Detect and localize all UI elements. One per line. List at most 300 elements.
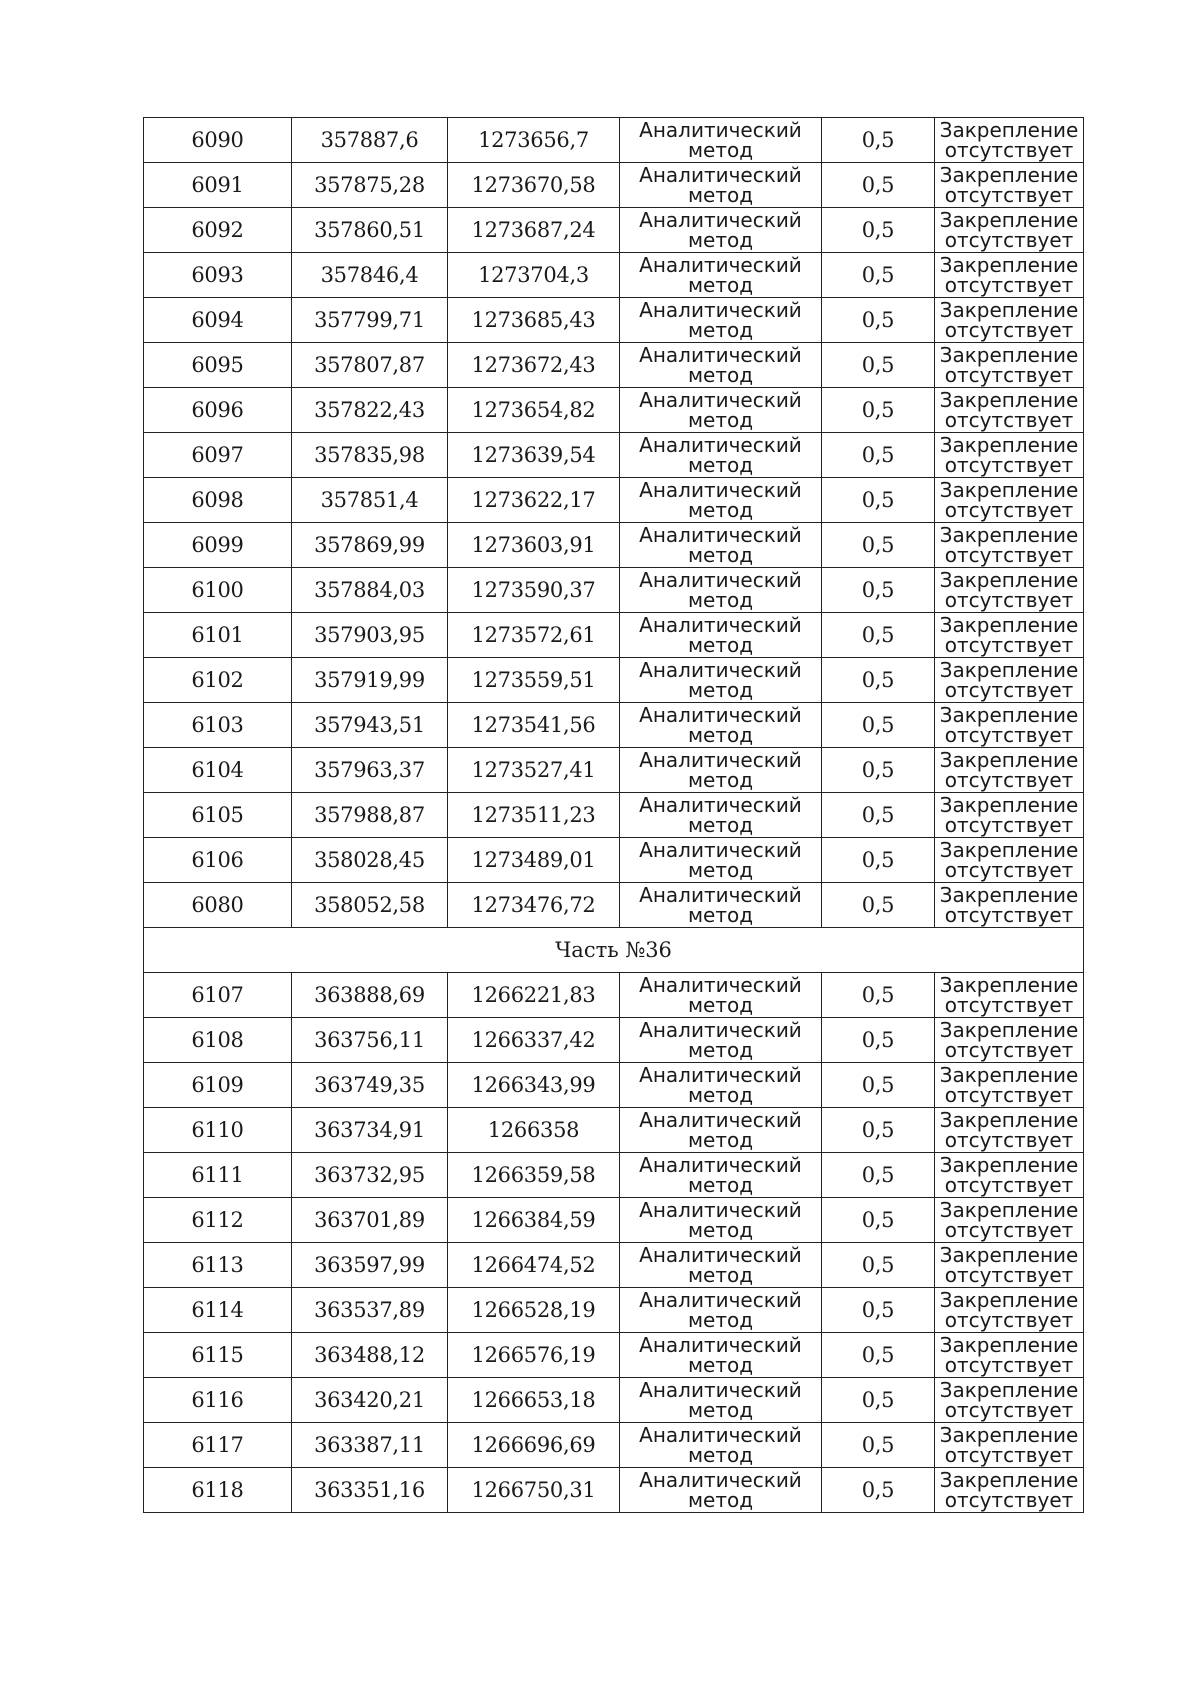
method-cell [620,1288,822,1333]
point-number-cell: 6080 [144,883,292,928]
y-coordinate-cell: 1273572,61 [448,613,620,658]
method-line: метод [687,723,754,747]
table-row [144,523,1084,568]
method-line: Аналитический [639,1153,802,1177]
method-line: метод [687,588,754,612]
x-coordinate-cell: 363701,89 [292,1198,448,1243]
y-coordinate-cell: 1273656,7 [448,118,620,163]
fixation-line: отсутствует [944,1398,1074,1422]
method-line: метод [687,408,754,432]
y-coordinate-cell: 1266221,83 [448,973,620,1018]
x-coordinate-cell: 357835,98 [292,433,448,478]
y-coordinate-cell: 1266474,52 [448,1243,620,1288]
method-cell [620,523,822,568]
method-cell [620,1378,822,1423]
fixation-cell [935,1063,1084,1108]
accuracy-cell: 0,5 [822,433,935,478]
accuracy-cell: 0,5 [822,523,935,568]
fixation-line: Закрепление [939,208,1079,232]
x-coordinate-cell: 363734,91 [292,1108,448,1153]
accuracy-cell: 0,5 [822,703,935,748]
fixation-line: отсутствует [944,588,1074,612]
fixation-line: Закрепление [939,433,1079,457]
fixation-cell [935,973,1084,1018]
y-coordinate-cell: 1273654,82 [448,388,620,433]
accuracy-cell: 0,5 [822,838,935,883]
y-coordinate-cell: 1266696,69 [448,1423,620,1468]
fixation-line: отсутствует [944,633,1074,657]
method-line: метод [687,858,754,882]
table-row [144,838,1084,883]
accuracy-cell: 0,5 [822,1423,935,1468]
method-line: метод [687,1263,754,1287]
method-line: метод [687,1083,754,1107]
fixation-line: Закрепление [939,973,1079,997]
fixation-cell [935,1333,1084,1378]
y-coordinate-cell: 1266359,58 [448,1153,620,1198]
fixation-cell [935,433,1084,478]
method-line: Аналитический [639,523,802,547]
accuracy-cell: 0,5 [822,478,935,523]
x-coordinate-cell: 357799,71 [292,298,448,343]
point-number-cell: 6106 [144,838,292,883]
method-line: Аналитический [639,163,802,187]
accuracy-cell: 0,5 [822,1288,935,1333]
method-cell [620,1198,822,1243]
fixation-line: Закрепление [939,1198,1079,1222]
fixation-line: Закрепление [939,478,1079,502]
method-cell [620,163,822,208]
x-coordinate-cell: 357963,37 [292,748,448,793]
y-coordinate-cell: 1273527,41 [448,748,620,793]
table-row [144,613,1084,658]
accuracy-cell: 0,5 [822,388,935,433]
method-cell [620,1063,822,1108]
y-coordinate-cell: 1273541,56 [448,703,620,748]
fixation-line: отсутствует [944,1128,1074,1152]
table-row [144,343,1084,388]
method-line: Аналитический [639,1468,802,1492]
point-number-cell: 6098 [144,478,292,523]
fixation-line: Закрепление [939,793,1079,817]
fixation-line: Закрепление [939,1468,1079,1492]
method-cell [620,793,822,838]
method-line: метод [687,498,754,522]
method-cell [620,883,822,928]
fixation-line: отсутствует [944,228,1074,252]
x-coordinate-cell: 357988,87 [292,793,448,838]
fixation-line: Закрепление [939,298,1079,322]
fixation-line: Закрепление [939,1108,1079,1132]
y-coordinate-cell: 1266343,99 [448,1063,620,1108]
fixation-line: Закрепление [939,253,1079,277]
y-coordinate-cell: 1273511,23 [448,793,620,838]
fixation-line: отсутствует [944,723,1074,747]
y-coordinate-cell: 1273559,51 [448,658,620,703]
fixation-line: отсутствует [944,678,1074,702]
method-cell [620,703,822,748]
method-line: Аналитический [639,1063,802,1087]
accuracy-cell: 0,5 [822,613,935,658]
accuracy-cell: 0,5 [822,163,935,208]
fixation-cell [935,388,1084,433]
method-line: метод [687,363,754,387]
method-cell [620,118,822,163]
accuracy-cell: 0,5 [822,568,935,613]
table-row [144,298,1084,343]
fixation-cell [935,1288,1084,1333]
method-line: Аналитический [639,118,802,142]
table-row [144,1243,1084,1288]
fixation-cell [935,343,1084,388]
section-title: Часть №36 [144,928,1084,973]
x-coordinate-cell: 363749,35 [292,1063,448,1108]
y-coordinate-cell: 1273670,58 [448,163,620,208]
fixation-cell [935,1468,1084,1513]
fixation-line: отсутствует [944,273,1074,297]
fixation-line: Закрепление [939,343,1079,367]
point-number-cell: 6111 [144,1153,292,1198]
accuracy-cell: 0,5 [822,793,935,838]
point-number-cell: 6115 [144,1333,292,1378]
x-coordinate-cell: 358052,58 [292,883,448,928]
fixation-cell [935,568,1084,613]
table-row [144,1468,1084,1513]
coordinates-table [143,117,1084,1513]
point-number-cell: 6091 [144,163,292,208]
method-line: метод [687,543,754,567]
table-row [144,973,1084,1018]
point-number-cell: 6096 [144,388,292,433]
x-coordinate-cell: 357822,43 [292,388,448,433]
method-line: Аналитический [639,1423,802,1447]
fixation-line: Закрепление [939,1153,1079,1177]
point-number-cell: 6110 [144,1108,292,1153]
method-line: Аналитический [639,883,802,907]
fixation-line: Закрепление [939,1333,1079,1357]
method-line: Аналитический [639,388,802,412]
method-line: Аналитический [639,433,802,457]
method-line: метод [687,183,754,207]
method-line: метод [687,1398,754,1422]
x-coordinate-cell: 363597,99 [292,1243,448,1288]
x-coordinate-cell: 357919,99 [292,658,448,703]
table-row [144,163,1084,208]
method-line: Аналитический [639,973,802,997]
method-cell [620,568,822,613]
y-coordinate-cell: 1273622,17 [448,478,620,523]
fixation-cell [935,118,1084,163]
x-coordinate-cell: 357887,6 [292,118,448,163]
point-number-cell: 6105 [144,793,292,838]
fixation-line: Закрепление [939,1018,1079,1042]
accuracy-cell: 0,5 [822,1063,935,1108]
table-row [144,1423,1084,1468]
point-number-cell: 6095 [144,343,292,388]
point-number-cell: 6112 [144,1198,292,1243]
fixation-line: Закрепление [939,568,1079,592]
method-line: Аналитический [639,1243,802,1267]
point-number-cell: 6113 [144,1243,292,1288]
method-line: Аналитический [639,208,802,232]
fixation-line: отсутствует [944,318,1074,342]
point-number-cell: 6116 [144,1378,292,1423]
point-number-cell: 6093 [144,253,292,298]
y-coordinate-cell: 1266384,59 [448,1198,620,1243]
y-coordinate-cell: 1273489,01 [448,838,620,883]
fixation-line: отсутствует [944,138,1074,162]
fixation-line: Закрепление [939,163,1079,187]
x-coordinate-cell: 357846,4 [292,253,448,298]
table-row [144,1153,1084,1198]
x-coordinate-cell: 363756,11 [292,1018,448,1063]
method-line: Аналитический [639,1018,802,1042]
accuracy-cell: 0,5 [822,343,935,388]
method-cell [620,253,822,298]
method-cell [620,1243,822,1288]
accuracy-cell: 0,5 [822,1468,935,1513]
method-cell [620,388,822,433]
method-line: Аналитический [639,298,802,322]
fixation-line: отсутствует [944,813,1074,837]
fixation-line: Закрепление [939,1243,1079,1267]
x-coordinate-cell: 363888,69 [292,973,448,1018]
table-row [144,793,1084,838]
fixation-line: отсутствует [944,1308,1074,1332]
table-row [144,1198,1084,1243]
y-coordinate-cell: 1273590,37 [448,568,620,613]
fixation-line: Закрепление [939,118,1079,142]
method-cell [620,343,822,388]
fixation-line: Закрепление [939,703,1079,727]
point-number-cell: 6097 [144,433,292,478]
method-line: метод [687,318,754,342]
y-coordinate-cell: 1273704,3 [448,253,620,298]
table-row [144,1333,1084,1378]
method-cell [620,1153,822,1198]
accuracy-cell: 0,5 [822,1378,935,1423]
fixation-cell [935,1423,1084,1468]
method-line: Аналитический [639,1378,802,1402]
x-coordinate-cell: 357943,51 [292,703,448,748]
fixation-cell [935,298,1084,343]
method-cell [620,1018,822,1063]
method-line: метод [687,903,754,927]
accuracy-cell: 0,5 [822,973,935,1018]
point-number-cell: 6118 [144,1468,292,1513]
y-coordinate-cell: 1266576,19 [448,1333,620,1378]
table-row [144,1378,1084,1423]
fixation-line: отсутствует [944,363,1074,387]
point-number-cell: 6107 [144,973,292,1018]
accuracy-cell: 0,5 [822,1153,935,1198]
point-number-cell: 6094 [144,298,292,343]
method-cell [620,658,822,703]
y-coordinate-cell: 1273687,24 [448,208,620,253]
x-coordinate-cell: 357869,99 [292,523,448,568]
method-line: Аналитический [639,1108,802,1132]
point-number-cell: 6092 [144,208,292,253]
method-line: Аналитический [639,253,802,277]
accuracy-cell: 0,5 [822,748,935,793]
x-coordinate-cell: 363488,12 [292,1333,448,1378]
fixation-cell [935,1018,1084,1063]
fixation-line: Закрепление [939,1423,1079,1447]
x-coordinate-cell: 357875,28 [292,163,448,208]
fixation-line: отсутствует [944,498,1074,522]
method-line: Аналитический [639,568,802,592]
fixation-line: Закрепление [939,1378,1079,1402]
y-coordinate-cell: 1266750,31 [448,1468,620,1513]
fixation-cell [935,613,1084,658]
fixation-cell [935,1378,1084,1423]
method-cell [620,208,822,253]
table-row [144,118,1084,163]
fixation-cell [935,748,1084,793]
fixation-line: отсутствует [944,1488,1074,1512]
accuracy-cell: 0,5 [822,1018,935,1063]
point-number-cell: 6114 [144,1288,292,1333]
fixation-cell [935,703,1084,748]
method-line: Аналитический [639,343,802,367]
fixation-line: отсутствует [944,408,1074,432]
fixation-line: Закрепление [939,883,1079,907]
accuracy-cell: 0,5 [822,658,935,703]
method-cell [620,748,822,793]
fixation-line: отсутствует [944,858,1074,882]
section-header-row [144,928,1084,973]
fixation-line: Закрепление [939,1063,1079,1087]
x-coordinate-cell: 363537,89 [292,1288,448,1333]
table-row [144,703,1084,748]
method-line: Аналитический [639,838,802,862]
fixation-line: отсутствует [944,1038,1074,1062]
table-row [144,388,1084,433]
fixation-line: отсутствует [944,183,1074,207]
fixation-line: Закрепление [939,523,1079,547]
fixation-line: Закрепление [939,838,1079,862]
method-line: метод [687,453,754,477]
method-line: метод [687,138,754,162]
fixation-cell [935,208,1084,253]
y-coordinate-cell: 1273672,43 [448,343,620,388]
method-line: метод [687,768,754,792]
x-coordinate-cell: 357884,03 [292,568,448,613]
accuracy-cell: 0,5 [822,298,935,343]
point-number-cell: 6090 [144,118,292,163]
fixation-line: Закрепление [939,658,1079,682]
point-number-cell: 6100 [144,568,292,613]
x-coordinate-cell: 357903,95 [292,613,448,658]
method-line: метод [687,1128,754,1152]
x-coordinate-cell: 357851,4 [292,478,448,523]
fixation-line: Закрепление [939,388,1079,412]
fixation-line: Закрепление [939,1288,1079,1312]
table-body [144,118,1084,1513]
method-line: метод [687,633,754,657]
table-row [144,658,1084,703]
method-line: Аналитический [639,1198,802,1222]
table-row [144,253,1084,298]
method-line: Аналитический [639,1288,802,1312]
fixation-line: Закрепление [939,613,1079,637]
point-number-cell: 6101 [144,613,292,658]
method-cell [620,613,822,658]
method-line: метод [687,1218,754,1242]
fixation-line: отсутствует [944,993,1074,1017]
table-row [144,748,1084,793]
accuracy-cell: 0,5 [822,118,935,163]
y-coordinate-cell: 1273603,91 [448,523,620,568]
y-coordinate-cell: 1266528,19 [448,1288,620,1333]
y-coordinate-cell: 1273639,54 [448,433,620,478]
accuracy-cell: 0,5 [822,253,935,298]
fixation-line: отсутствует [944,1443,1074,1467]
method-line: метод [687,228,754,252]
table-row [144,883,1084,928]
x-coordinate-cell: 357860,51 [292,208,448,253]
fixation-line: отсутствует [944,768,1074,792]
fixation-cell [935,658,1084,703]
method-line: метод [687,1038,754,1062]
accuracy-cell: 0,5 [822,1108,935,1153]
table-row [144,568,1084,613]
fixation-cell [935,793,1084,838]
method-line: метод [687,273,754,297]
accuracy-cell: 0,5 [822,1243,935,1288]
y-coordinate-cell: 1273476,72 [448,883,620,928]
table-row [144,1063,1084,1108]
fixation-line: отсутствует [944,1083,1074,1107]
accuracy-cell: 0,5 [822,1198,935,1243]
x-coordinate-cell: 357807,87 [292,343,448,388]
fixation-cell [935,253,1084,298]
table-row [144,1018,1084,1063]
method-line: Аналитический [639,658,802,682]
method-cell [620,433,822,478]
method-line: Аналитический [639,748,802,772]
x-coordinate-cell: 363732,95 [292,1153,448,1198]
table-row [144,208,1084,253]
table-row [144,1288,1084,1333]
fixation-line: Закрепление [939,748,1079,772]
fixation-cell [935,1243,1084,1288]
method-line: метод [687,1173,754,1197]
method-cell [620,298,822,343]
fixation-cell [935,883,1084,928]
fixation-line: отсутствует [944,1353,1074,1377]
method-line: метод [687,1488,754,1512]
method-cell [620,478,822,523]
x-coordinate-cell: 363387,11 [292,1423,448,1468]
fixation-line: отсутствует [944,903,1074,927]
x-coordinate-cell: 358028,45 [292,838,448,883]
x-coordinate-cell: 363420,21 [292,1378,448,1423]
accuracy-cell: 0,5 [822,1333,935,1378]
method-line: Аналитический [639,478,802,502]
method-cell [620,973,822,1018]
fixation-line: отсутствует [944,1263,1074,1287]
method-line: метод [687,993,754,1017]
method-line: метод [687,678,754,702]
x-coordinate-cell: 363351,16 [292,1468,448,1513]
point-number-cell: 6102 [144,658,292,703]
method-cell [620,838,822,883]
y-coordinate-cell: 1266358 [448,1108,620,1153]
point-number-cell: 6109 [144,1063,292,1108]
point-number-cell: 6104 [144,748,292,793]
table-row [144,1108,1084,1153]
